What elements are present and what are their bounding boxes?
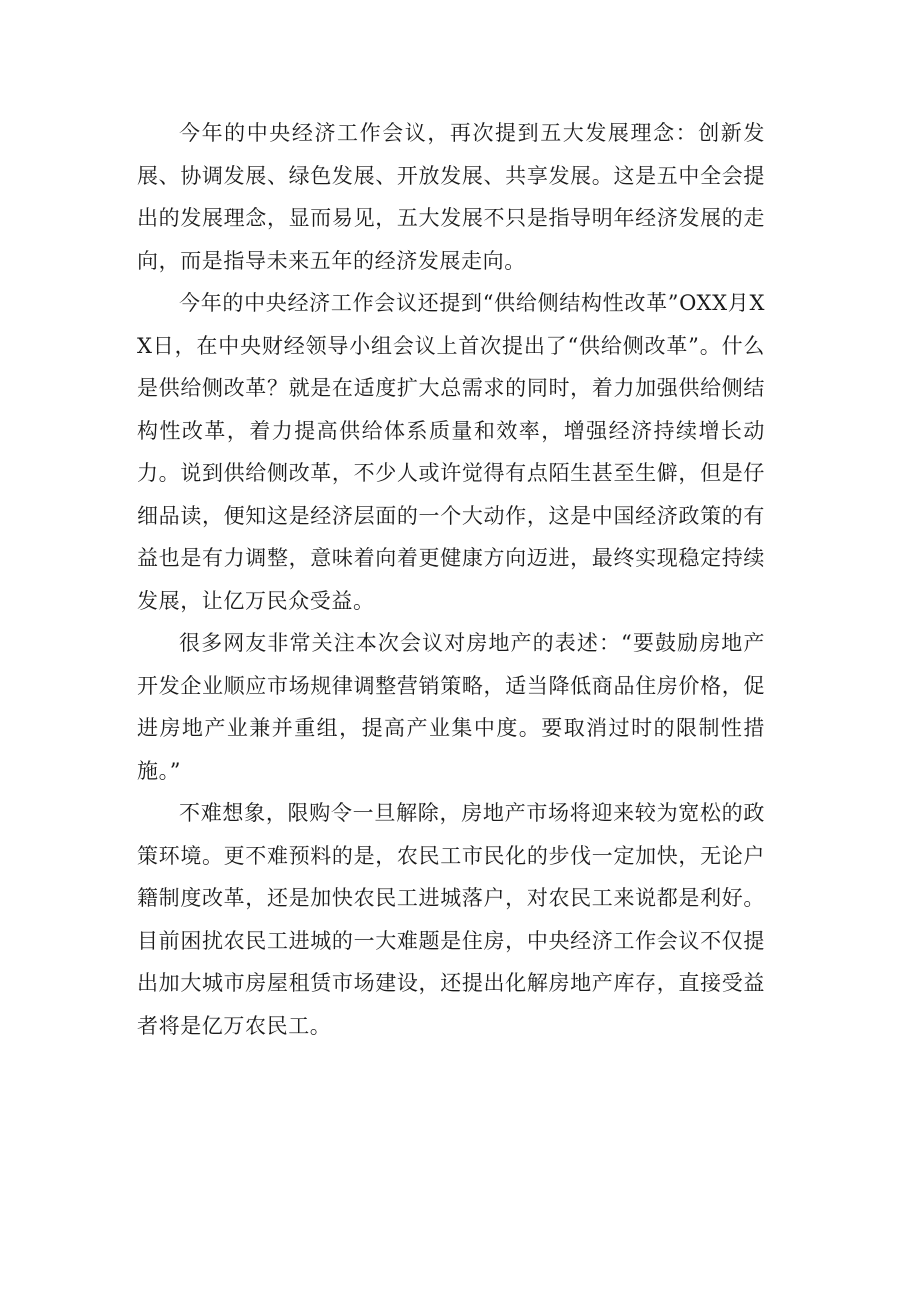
paragraph-2: 今年的中央经济工作会议还提到“供给侧结构性改革”OXX月XX日，在中央财经领导小组会议上首次提出了“供给侧改革”。什么是供给侧改革？就是在适度扩大总需求的同时，着力加强供给侧结构性改革，着力提高供给体系质量和效率，增强经济持续增长动力。说到供给侧改革，不少人或许觉得有点陌生甚至生僻，但是仔细品读，便知这是经济层面的一个大动作，这是中国经济政策的有益也是有力调整，意味着向着更健康方向迈进，最终实现稳定持续发展，让亿万民众受益。	[137, 291, 765, 613]
paragraph-3: 很多网友非常关注本次会议对房地产的表述：“要鼓励房地产开发企业顺应市场规律调整营销策略，适当降低商品住房价格，促进房地产业兼并重组，提高产业集中度。要取消过时的限制性措施。”	[137, 631, 765, 783]
paragraph-4: 不难想象，限购令一旦解除，房地产市场将迎来较为宽松的政策环境。更不难预料的是，农民工市民化的步伐一定加快，无论户籍制度改革，还是加快农民工进城落户，对农民工来说都是利好。目前困扰农民工进城的一大难题是住房，中央经济工作会议不仅提出加大城市房屋租赁市场建设，还提出化解房地产库存，直接受益者将是亿万农民工。	[137, 801, 765, 1038]
paragraph-1: 今年的中央经济工作会议，再次提到五大发展理念：创新发展、协调发展、绿色发展、开放发展、共享发展。这是五中全会提出的发展理念，显而易见，五大发展不只是指导明年经济发展的走向，而是指导未来五年的经济发展走向。	[137, 121, 765, 273]
document-body	[137, 112, 765, 1047]
